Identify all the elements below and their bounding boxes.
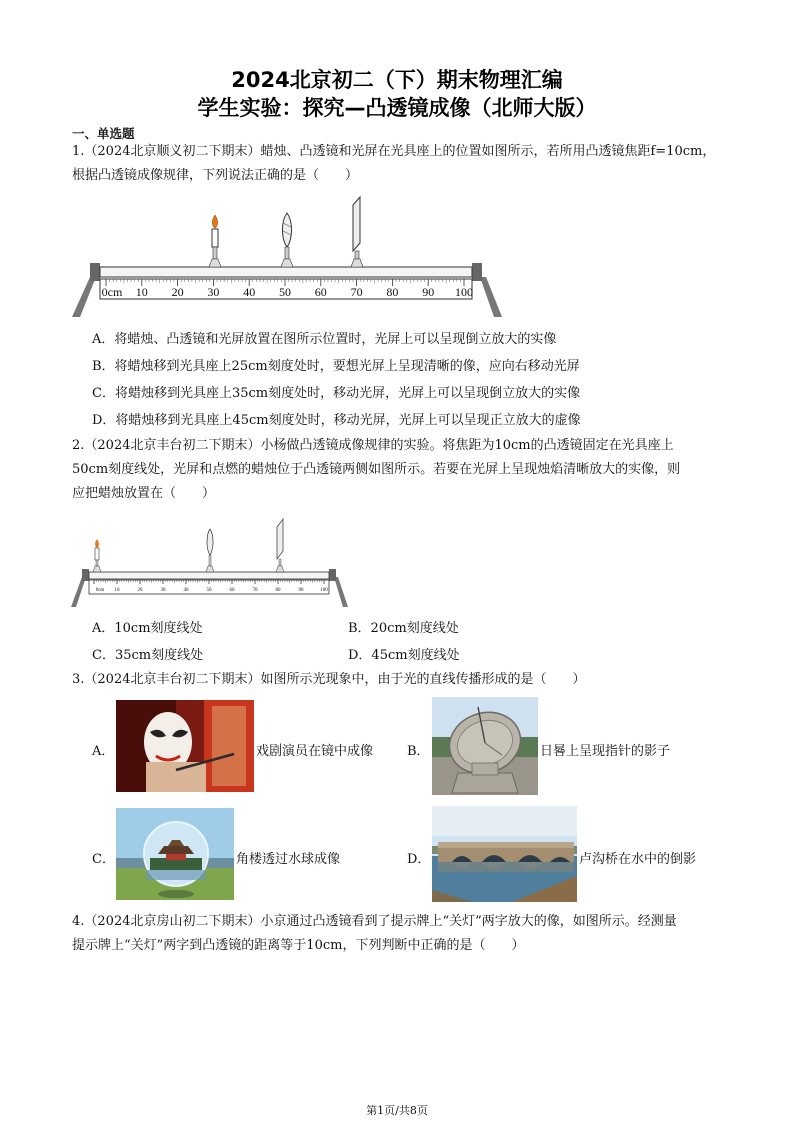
optical-bench-figure-1 <box>70 195 510 320</box>
question-2-line3: 应把蜡烛放置在（ ） <box>72 486 216 501</box>
light-screen-icon <box>351 197 363 267</box>
q3-option-d-caption: 卢沟桥在水中的倒影 <box>579 852 697 867</box>
q2-option-d[interactable]: D．45cm刻度线处 <box>348 648 460 663</box>
question-1-line2: 根据凸透镜成像规律，下列说法正确的是（ ） <box>72 168 359 183</box>
water-ball-image[interactable] <box>116 808 234 900</box>
q3-option-b-letter[interactable]: B． <box>407 744 430 759</box>
q3-option-a-letter[interactable]: A． <box>92 744 115 759</box>
bench-scale-label: 50 <box>206 588 212 593</box>
q2-option-b[interactable]: B．20cm刻度线处 <box>348 621 459 636</box>
bench-scale-label: 60 <box>229 588 235 593</box>
question-3 <box>72 668 727 692</box>
bench-right-leg <box>480 277 502 317</box>
question-4-line2: 提示牌上“关灯”两字到凸透镜的距离等于10cm，下列判断中正确的是（ ） <box>72 938 525 953</box>
question-2 <box>72 434 727 506</box>
q1-option-d[interactable]: D．将蜡烛移到光具座上45cm刻度处时，移动光屏，光屏上可以呈现正立放大的虚像 <box>92 413 581 428</box>
convex-lens-icon <box>206 529 214 572</box>
bench-rail <box>89 572 329 579</box>
light-screen-icon <box>276 519 284 572</box>
bench-scale-label: 10 <box>135 285 148 299</box>
q3-option-a-caption: 戏剧演员在镜中成像 <box>256 744 374 759</box>
q3-option-c-letter[interactable]: C． <box>92 852 115 867</box>
page-subtitle: 学生实验：探究—凸透镜成像（北师大版） <box>197 96 597 120</box>
bench-scale-label: 30 <box>160 588 166 593</box>
bench-scale-label: 70 <box>252 588 258 593</box>
page-footer: 第1页/共8页 <box>366 1104 428 1117</box>
bench-scale-label: 0cm <box>95 588 105 593</box>
question-2-line2: 50cm刻度线处，光屏和点燃的蜡烛位于凸透镜两侧如图所示。若要在光屏上呈现烛焰清晰放大的实像，则 <box>72 462 681 477</box>
bench-scale-label: 70 <box>350 285 363 299</box>
question-1-line1: 1.（2024北京顺义初二下期末）蜡烛、凸透镜和光屏在光具座上的位置如图所示，若所用凸透镜焦距f=10cm， <box>72 144 716 159</box>
bench-right-leg <box>334 577 348 607</box>
bench-scale-label: 20 <box>137 588 143 593</box>
q1-option-b[interactable]: B．将蜡烛移到光具座上25cm刻度处时，要想光屏上呈现清晰的像，应向右移动光屏 <box>92 359 580 374</box>
section-heading: 一、单选题 <box>72 126 135 141</box>
q3-option-c-caption: 角楼透过水球成像 <box>236 852 341 867</box>
convex-lens-icon <box>281 213 293 267</box>
bench-scale-label: 100 <box>455 285 473 299</box>
question-3-line1: 3.（2024北京丰台初二下期末）如图所示光现象中，由于光的直线传播形成的是（ ） <box>72 672 586 687</box>
question-4 <box>72 910 727 958</box>
bench-scale-label: 10 <box>114 588 120 593</box>
bench-scale-label: 0cm <box>101 285 123 299</box>
bench-scale-label: 90 <box>422 285 435 299</box>
bench-scale-label: 40 <box>183 588 189 593</box>
question-4-line1: 4.（2024北京房山初二下期末）小京通过凸透镜看到了提示牌上“关灯”两字放大的像，如图所示。经测量 <box>72 914 677 929</box>
q1-option-c[interactable]: C．将蜡烛移到光具座上35cm刻度处时，移动光屏，光屏上可以呈现倒立放大的实像 <box>92 386 581 401</box>
bench-scale-label: 90 <box>298 588 304 593</box>
page-title: 2024北京初二（下）期末物理汇编 <box>231 68 563 92</box>
bench-scale-label: 20 <box>171 285 184 299</box>
lugou-bridge-image[interactable] <box>432 806 577 902</box>
bench-scale-label: 40 <box>243 285 256 299</box>
q1-option-a[interactable]: A．将蜡烛、凸透镜和光屏放置在图所示位置时，光屏上可以呈现倒立放大的实像 <box>92 332 557 347</box>
q3-option-d-letter[interactable]: D． <box>407 852 431 867</box>
bench-left-leg <box>72 277 96 317</box>
optical-bench-figure-2 <box>70 515 355 610</box>
bench-scale-label: 80 <box>386 285 399 299</box>
bench-scale-label: 30 <box>207 285 220 299</box>
candle-icon <box>93 539 101 572</box>
bench-left-leg <box>71 577 86 607</box>
bench-left-end <box>90 263 100 281</box>
bench-scale-label: 50 <box>279 285 291 299</box>
q2-option-a[interactable]: A．10cm刻度线处 <box>92 621 203 636</box>
sundial-image[interactable] <box>432 697 538 795</box>
bench-scale-label: 100 <box>320 588 328 593</box>
bench-scale-label: 60 <box>314 285 327 299</box>
bench-rail <box>100 267 472 277</box>
q3-option-b-caption: 日晷上呈现指针的影子 <box>540 744 671 759</box>
question-2-line1: 2.（2024北京丰台初二下期末）小杨做凸透镜成像规律的实验。将焦距为10cm的凸透镜固定在光具座上 <box>72 438 674 453</box>
candle-icon <box>209 215 221 267</box>
bench-scale-label: 80 <box>275 588 281 593</box>
question-1 <box>72 140 727 188</box>
bench-right-end <box>472 263 482 281</box>
q2-option-c[interactable]: C．35cm刻度线处 <box>92 648 204 663</box>
opera-actor-mirror-image[interactable] <box>116 700 254 792</box>
